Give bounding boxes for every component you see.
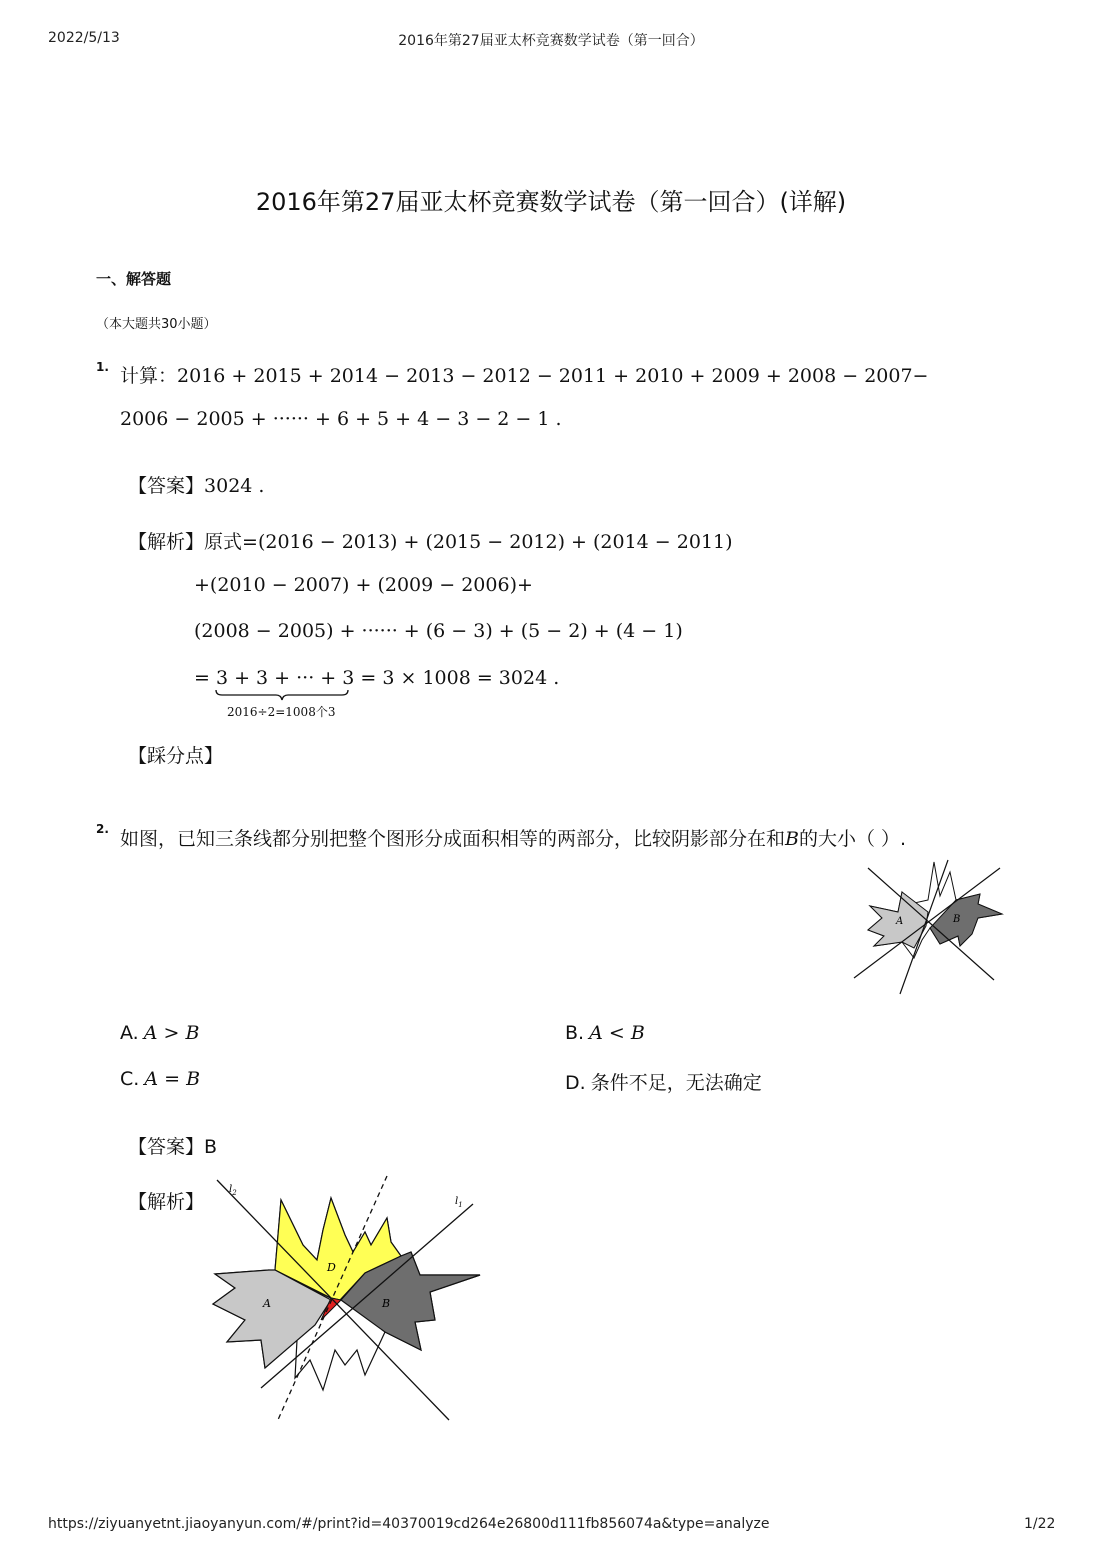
small-figure-outline: [854, 860, 1002, 994]
label-b: B: [382, 1297, 391, 1310]
option-a-text: A > B: [143, 1022, 200, 1044]
option-c[interactable]: [120, 1068, 200, 1090]
question-1-analysis: [128, 527, 733, 554]
question-2-answer: [128, 1132, 217, 1159]
stem-var: B: [785, 828, 799, 850]
stem-after: 的大小（ ）.: [798, 828, 907, 850]
question-1-points: 【踩分点】: [128, 745, 224, 767]
option-a[interactable]: [120, 1022, 199, 1044]
question-2-figure: [850, 856, 1005, 996]
page-title: 2016年第27届亚太杯竞赛数学试卷（第一回合）(详解): [255, 188, 847, 216]
label-l2: $l_2$: [229, 1184, 237, 1197]
option-c-letter: C.: [120, 1068, 140, 1090]
brace-content: 3 + 3 + ··· + 3: [215, 667, 355, 689]
option-c-text: A = B: [144, 1068, 201, 1090]
question-1-line1: 2016 + 2015 + 2014 − 2013 − 2012 − 2011 + 2010 + 2009 + 2008 − 2007−: [177, 365, 929, 387]
question-1-line2: 2006 − 2005 + ······ + 6 + 5 + 4 − 3 − 2 − 1 .: [120, 408, 562, 430]
question-1-answer: [128, 471, 264, 498]
analysis-line-3: (2008 − 2005) + ······ + (6 − 3) + (5 − 2) + (4 − 1): [194, 620, 683, 642]
option-d-text: 条件不足，无法确定: [590, 1072, 762, 1094]
analysis-prefix: 原式=: [204, 531, 258, 553]
question-2-stem: [120, 824, 906, 851]
analysis-line-2: +(2010 − 2007) + (2009 − 2006)+: [194, 574, 533, 596]
question-1-stem: [120, 361, 928, 388]
analysis-figure: [205, 1170, 490, 1425]
label-a: A: [263, 1297, 271, 1310]
brace-note: 2016÷2=1008个3: [227, 705, 336, 719]
header-title: 2016年第27届亚太杯竞赛数学试卷（第一回合）: [398, 33, 704, 49]
option-a-letter: A.: [120, 1022, 139, 1044]
footer-url[interactable]: https://ziyuanyetnt.jiaoyanyun.com/#/print?id=40370019cd264e26800d111fb856074a&type=analyze: [48, 1516, 770, 1532]
small-figure-label-B: B: [953, 914, 961, 925]
underbrace: [214, 688, 350, 702]
section-note: （本大题共30小题）: [96, 317, 217, 332]
section-heading: 一、解答题: [96, 270, 172, 288]
answer-label: 【答案】: [128, 475, 205, 497]
eq-end: = 3 × 1008 = 3024 .: [360, 667, 560, 689]
option-b-letter: B.: [565, 1022, 585, 1044]
answer-value: 3024 .: [204, 475, 265, 497]
label-d: D: [327, 1261, 336, 1274]
print-date: 2022/5/13: [48, 30, 120, 46]
answer-value: B: [204, 1136, 218, 1158]
option-d[interactable]: [565, 1068, 762, 1095]
small-figure-label-A: A: [896, 916, 904, 927]
analysis-label: 【解析】: [128, 531, 205, 553]
option-d-letter: D.: [565, 1072, 586, 1094]
question-1-number: 1.: [96, 360, 109, 374]
analysis-line-4: [194, 667, 559, 689]
question-1-prefix: 计算：: [120, 365, 178, 387]
answer-label: 【答案】: [128, 1136, 205, 1158]
label-l1: $l_1$: [455, 1196, 463, 1209]
option-b-text: A < B: [589, 1022, 645, 1044]
page-number: 1/22: [1024, 1516, 1056, 1532]
analysis-line-1: (2016 − 2013) + (2015 − 2012) + (2014 − 2011): [257, 531, 733, 553]
question-2-analysis-label: 【解析】: [128, 1191, 205, 1213]
stem-before: 如图，已知三条线都分别把整个图形分成面积相等的两部分，比较阴影部分在和: [120, 828, 786, 850]
option-b[interactable]: [565, 1022, 645, 1044]
eq-start: =: [194, 667, 210, 689]
question-2-number: 2.: [96, 822, 109, 836]
